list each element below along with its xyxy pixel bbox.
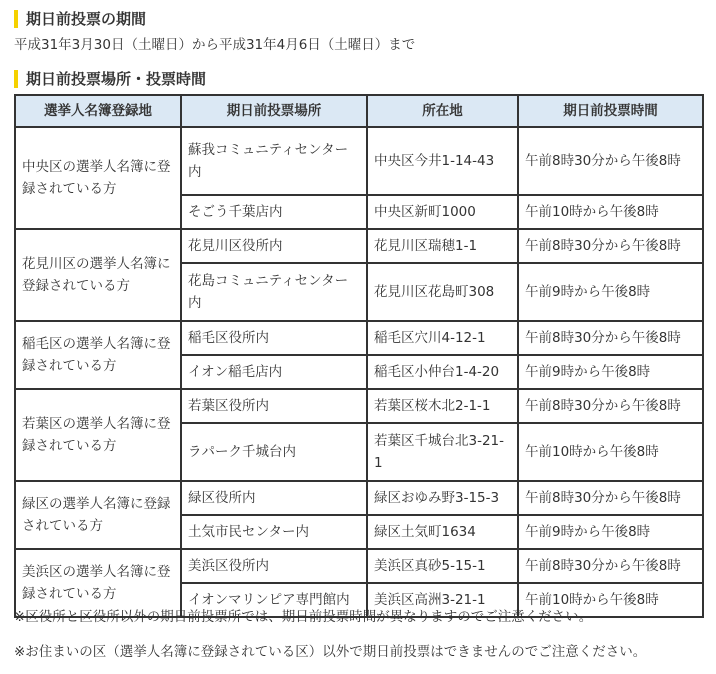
registry-cell: 若葉区の選挙人名簿に登録されている方 [15,389,181,481]
note-own-ward-only: ※お住まいの区（選挙人名簿に登録されている区）以外で期日前投票はできませんのでご注意ください。 [14,644,647,660]
address-cell: 美浜区真砂5-15-1 [367,549,518,583]
place-cell: 花見川区役所内 [181,229,367,263]
registry-cell: 緑区の選挙人名簿に登録されている方 [15,481,181,549]
address-cell: 中央区新町1000 [367,195,518,229]
place-cell: そごう千葉店内 [181,195,367,229]
hours-cell: 午前9時から午後8時 [518,263,703,321]
address-cell: 花見川区花島町308 [367,263,518,321]
place-cell: 土気市民センター内 [181,515,367,549]
table-row [15,389,703,423]
address-cell: 若葉区桜木北2-1-1 [367,389,518,423]
address-cell: 稲毛区小仲台1-4-20 [367,355,518,389]
hours-cell: 午前8時30分から午後8時 [518,389,703,423]
hours-cell: 午前9時から午後8時 [518,515,703,549]
column-header-place: 期日前投票場所 [181,95,367,127]
column-header-hours: 期日前投票時間 [518,95,703,127]
table-header-row [15,95,703,127]
table-row [15,229,703,263]
address-cell: 稲毛区穴川4-12-1 [367,321,518,355]
hours-cell: 午前10時から午後8時 [518,195,703,229]
place-cell: 緑区役所内 [181,481,367,515]
address-cell: 緑区土気町1634 [367,515,518,549]
place-cell: 若葉区役所内 [181,389,367,423]
hours-cell: 午前8時30分から午後8時 [518,127,703,195]
place-cell: 花島コミュニティセンター内 [181,263,367,321]
address-cell: 美浜区高洲3-21-1 [367,583,518,617]
hours-cell: 午前8時30分から午後8時 [518,229,703,263]
address-cell: 若葉区千城台北3-21-1 [367,423,518,481]
hours-cell: 午前8時30分から午後8時 [518,549,703,583]
hours-cell: 午前8時30分から午後8時 [518,321,703,355]
place-cell: イオンマリンピア専門館内 [181,583,367,617]
table-row [15,481,703,515]
registry-cell: 花見川区の選挙人名簿に登録されている方 [15,229,181,321]
note-hours-differ: ※区役所と区役所以外の期日前投票所では、期日前投票時間が異なりますのでご注意ください。 [14,609,593,625]
voting-places-table [14,94,704,618]
column-header-registry: 選挙人名簿登録地 [15,95,181,127]
table-row [15,127,703,195]
column-header-address: 所在地 [367,95,518,127]
table-row [15,549,703,583]
voting-period-heading: 期日前投票の期間 [14,10,146,28]
place-cell: 稲毛区役所内 [181,321,367,355]
address-cell: 花見川区瑞穂1-1 [367,229,518,263]
hours-cell: 午前10時から午後8時 [518,423,703,481]
address-cell: 中央区今井1-14-43 [367,127,518,195]
place-cell: イオン稲毛店内 [181,355,367,389]
registry-cell: 中央区の選挙人名簿に登録されている方 [15,127,181,229]
hours-cell: 午前10時から午後8時 [518,583,703,617]
table-row [15,321,703,355]
place-cell: ラパーク千城台内 [181,423,367,481]
place-cell: 美浜区役所内 [181,549,367,583]
hours-cell: 午前9時から午後8時 [518,355,703,389]
voting-period-text: 平成31年3月30日（土曜日）から平成31年4月6日（土曜日）まで [14,37,416,53]
address-cell: 緑区おゆみ野3-15-3 [367,481,518,515]
voting-places-heading: 期日前投票場所・投票時間 [14,70,206,88]
registry-cell: 稲毛区の選挙人名簿に登録されている方 [15,321,181,389]
place-cell: 蘇我コミュニティセンター内 [181,127,367,195]
hours-cell: 午前8時30分から午後8時 [518,481,703,515]
registry-cell: 美浜区の選挙人名簿に登録されている方 [15,549,181,617]
notes [14,608,704,661]
